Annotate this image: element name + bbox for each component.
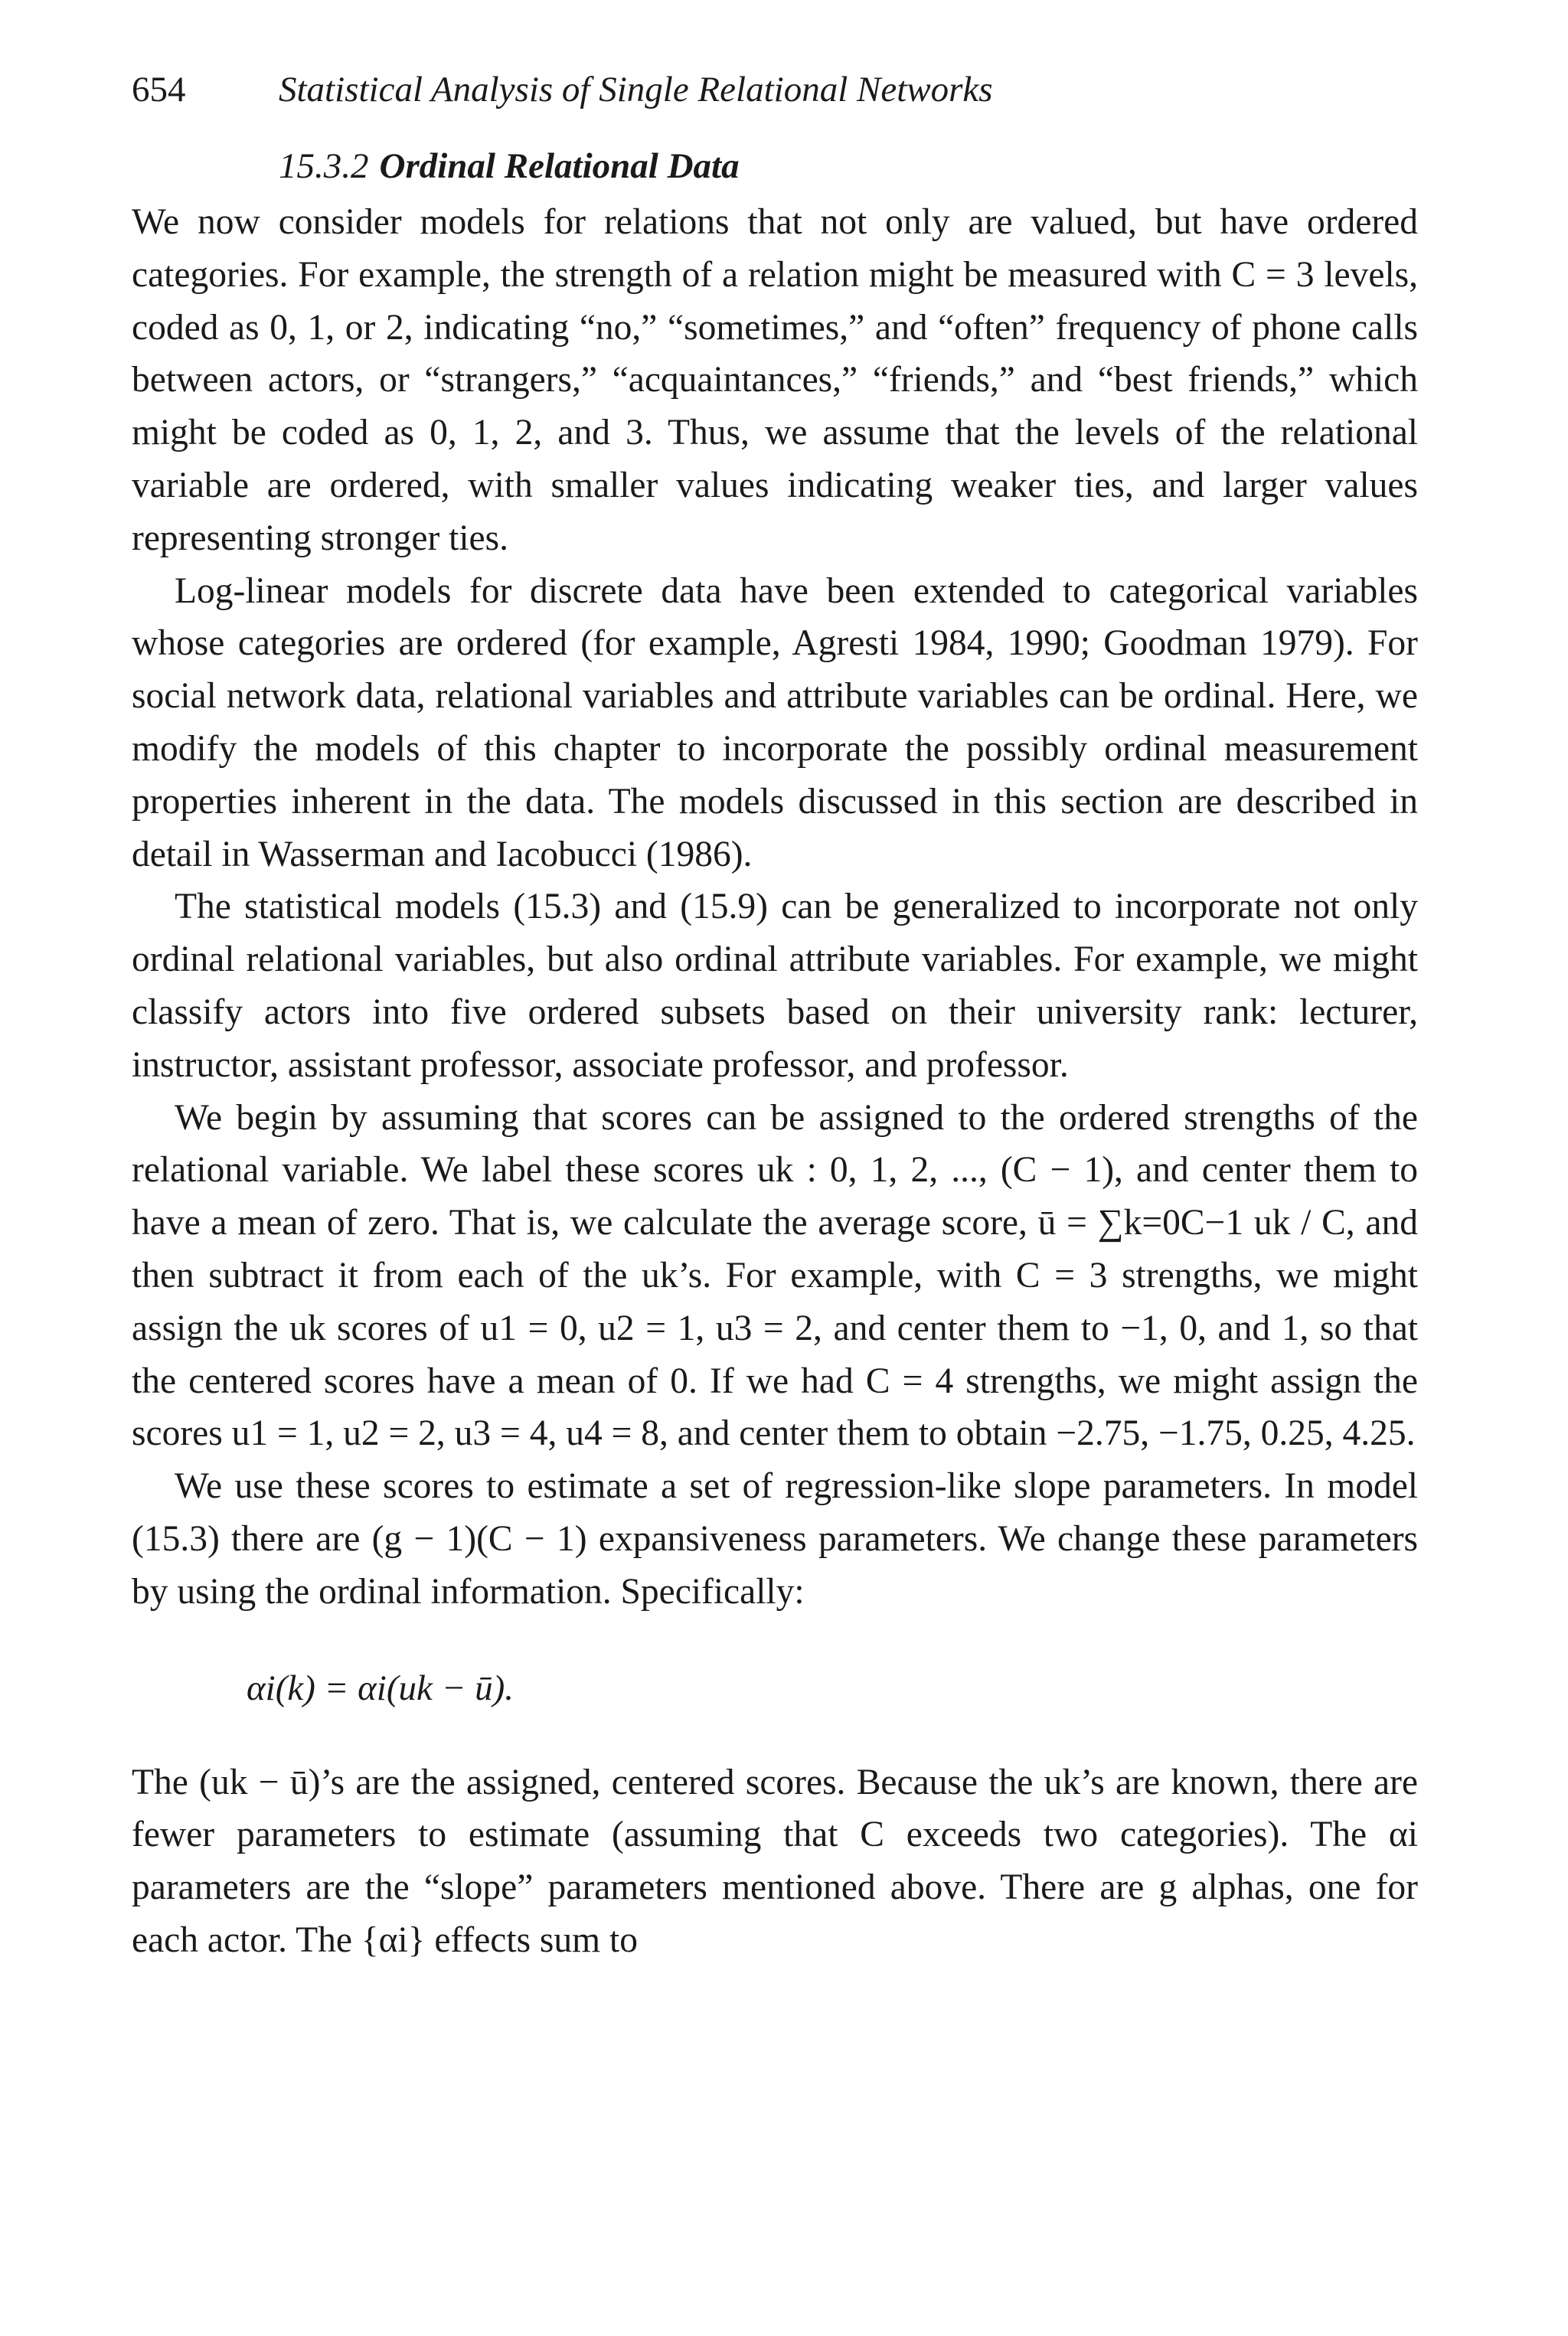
paragraph-slope-parameters: We use these scores to estimate a set of regression-like slope parameters. In model (15.3) there are (g − 1)(C − 1) expansiveness parameters. We change these parameters by using the ordinal information. Specifically: [132, 1466, 1418, 1612]
paragraph-generalization: The statistical models (15.3) and (15.9) can be generalized to incorporate not only ordinal relational variables, but also ordinal attribute variables. For example, we might classify actors into five ordered subsets based on their university rank: lecturer, instructor, assistant professor, associate professor, and professor. [132, 887, 1418, 1085]
section-title: Ordinal Relational Data [379, 146, 740, 186]
section-number: 15.3.2 [279, 146, 369, 186]
paragraph-intro: We now consider models for relations that not only are valued, but have ordered categories. For example, the strength of a relation might be measured with C = 3 levels, coded as 0, 1, or 2, indicating “no,” “sometimes,” and “often” frequency of phone calls between actors, or “strangers,” “acquaintances,” “friends,” and “best friends,” which might be coded as 0, 1, 2, and 3. Thus, we assume that the levels of the relational variable are ordered, with smaller values indicating weaker ties, and larger values representing stronger ties. [132, 202, 1418, 558]
section-heading [279, 139, 1418, 193]
display-equation: αi(k) = αi(uk − ū). [247, 1668, 514, 1708]
paragraph-scores: We begin by assuming that scores can be assigned to the ordered strengths of the relational variable. We label these scores uk : 0, 1, 2, ..., (C − 1), and center them to have a mean of zero. That is, we calculate the average score, ū = ∑k=0C−1 uk / C, and then subtract it from each of the uk’s. For example, with C = 3 strengths, we might assign the uk scores of u1 = 0, u2 = 1, u3 = 2, and center them to −1, 0, and 1, so that the centered scores have a mean of 0. If we had C = 4 strengths, we might assign the scores u1 = 1, u2 = 2, u3 = 4, u4 = 8, and center them to obtain −2.75, −1.75, 0.25, 4.25. [132, 1097, 1418, 1454]
running-title: Statistical Analysis of Single Relational Networks [279, 70, 993, 109]
paragraph-log-linear: Log-linear models for discrete data have been extended to categorical variables whose categories are ordered (for example, Agresti 1984, 1990; Goodman 1979). For social network data, relational variables and attribute variables can be ordinal. Here, we modify the models of this chapter to incorporate the possibly ordinal measurement properties inherent in the data. The models discussed in this section are described in detail in Wasserman and Iacobucci (1986). [132, 570, 1418, 874]
paragraph-final: The (uk − ū)’s are the assigned, centered scores. Because the uk’s are known, there are fewer parameters to estimate (assuming that C exceeds two categories). The αi parameters are the “slope” parameters mentioned above. There are g alphas, one for each actor. The {αi} effects sum to [132, 1762, 1418, 1960]
page-number: 654 [132, 70, 186, 109]
running-head [132, 63, 1418, 116]
book-page [132, 46, 1418, 1967]
